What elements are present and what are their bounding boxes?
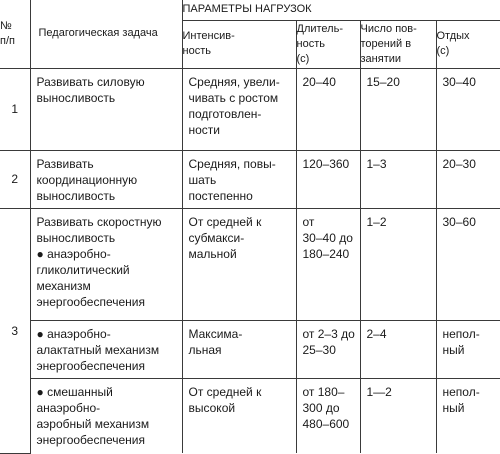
header-repeats: Число пов- торений в занятии [360,20,436,68]
repeats-cell: 2–4 [360,320,436,378]
repeats-cell: 15–20 [360,68,436,150]
duration-cell: 120–360 [296,150,360,208]
header-rest: Отдых (с) [436,20,500,68]
intensity-cell: Средняя, увели- чивать с ростом подготовлен- ности [182,68,296,150]
task-cell: Развивать силовую выносливость [30,68,182,150]
row-number: 3 [0,208,30,453]
table-row [0,68,500,150]
task-cell: Развивать скоростную выносливость ● анаэробно- гликолитический механизм энергообеспечения [30,208,182,320]
table-row [0,150,500,208]
table-row [0,208,500,320]
duration-cell: 20–40 [296,68,360,150]
duration-cell: от 180– 300 до 480–600 [296,378,360,453]
header-duration: Длитель- ность (с) [296,20,360,68]
task-cell: Развивать координационную выносливость [30,150,182,208]
repeats-cell: 1–3 [360,150,436,208]
rest-cell: 20–30 [436,150,500,208]
row-number: 1 [0,68,30,150]
rest-cell: 30–40 [436,68,500,150]
header-task: Педагогическая задача [30,0,182,68]
row-number: 2 [0,150,30,208]
repeats-cell: 1–2 [360,208,436,320]
repeats-cell: 1—2 [360,378,436,453]
header-row-1 [0,0,500,20]
header-intensity: Интенсив- ность [182,20,296,68]
intensity-cell: Средняя, повы- шать постепенно [182,150,296,208]
duration-cell: от 30–40 до 180–240 [296,208,360,320]
duration-cell: от 2–3 до 25–30 [296,320,360,378]
intensity-cell: От средней к высокой [182,378,296,453]
intensity-cell: От средней к субмакси- мальной [182,208,296,320]
header-parameters-group: ПАРАМЕТРЫ НАГРУЗОК [182,0,500,20]
table-row [0,378,500,453]
rest-cell: 30–60 [436,208,500,320]
task-cell: ● смешанный анаэробно- аэробный механизм энергообеспечения [30,378,182,453]
header-num: № п/п [0,0,30,68]
rest-cell: непол- ный [436,320,500,378]
rest-cell: непол- ный [436,378,500,453]
table-row [0,320,500,378]
task-cell: ● анаэробно- алактатный механизм энергообеспечения [30,320,182,378]
intensity-cell: Максима- льная [182,320,296,378]
